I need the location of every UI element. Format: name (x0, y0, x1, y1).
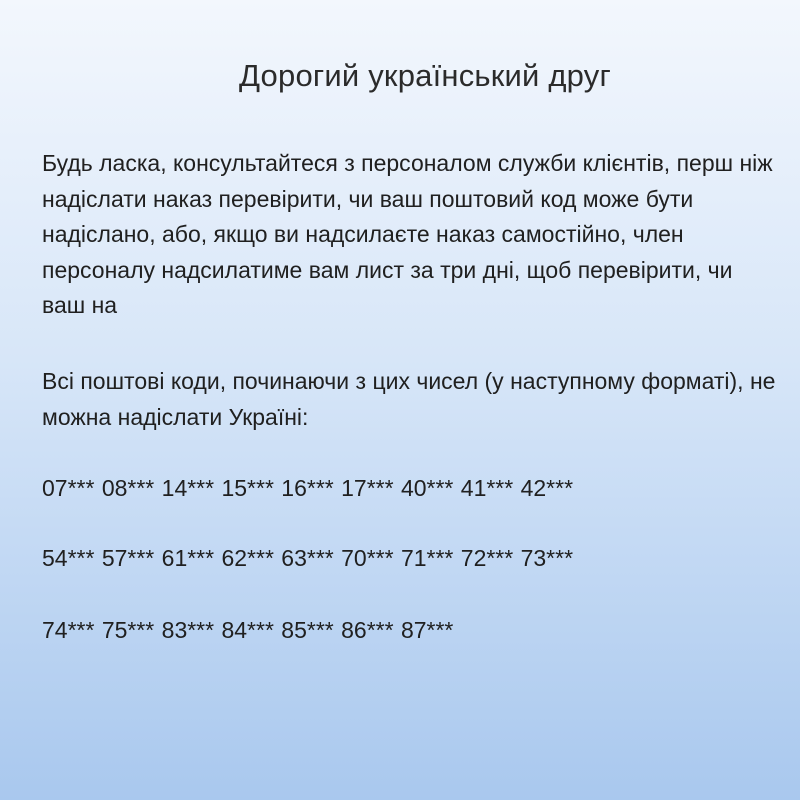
notice-title: Дорогий український друг (239, 58, 611, 93)
postal-code-line-3: 74*** 75*** 83*** 84*** 85*** 86*** 87*** (42, 617, 454, 643)
postal-code-line-2: 54*** 57*** 61*** 62*** 63*** 70*** 71*** 72*** 73*** (42, 545, 574, 571)
instruction-paragraph: Будь ласка, консультайтеся з персоналом служби клієнтів, перш ніж надіслати наказ перевірити, чи ваш поштовий код може бути надіслано, або, якщо ви надсилаєте наказ самостійно, член персоналу надсилатиме вам лист за три дні, щоб перевірити, чи ваш на (42, 150, 773, 318)
postal-code-line-1: 07*** 08*** 14*** 15*** 16*** 17*** 40*** 41*** 42*** (42, 475, 574, 501)
postal-codes-intro: Всі поштові коди, починаючи з цих чисел (у наступному форматі), не можна надіслати Україні: (42, 368, 776, 430)
